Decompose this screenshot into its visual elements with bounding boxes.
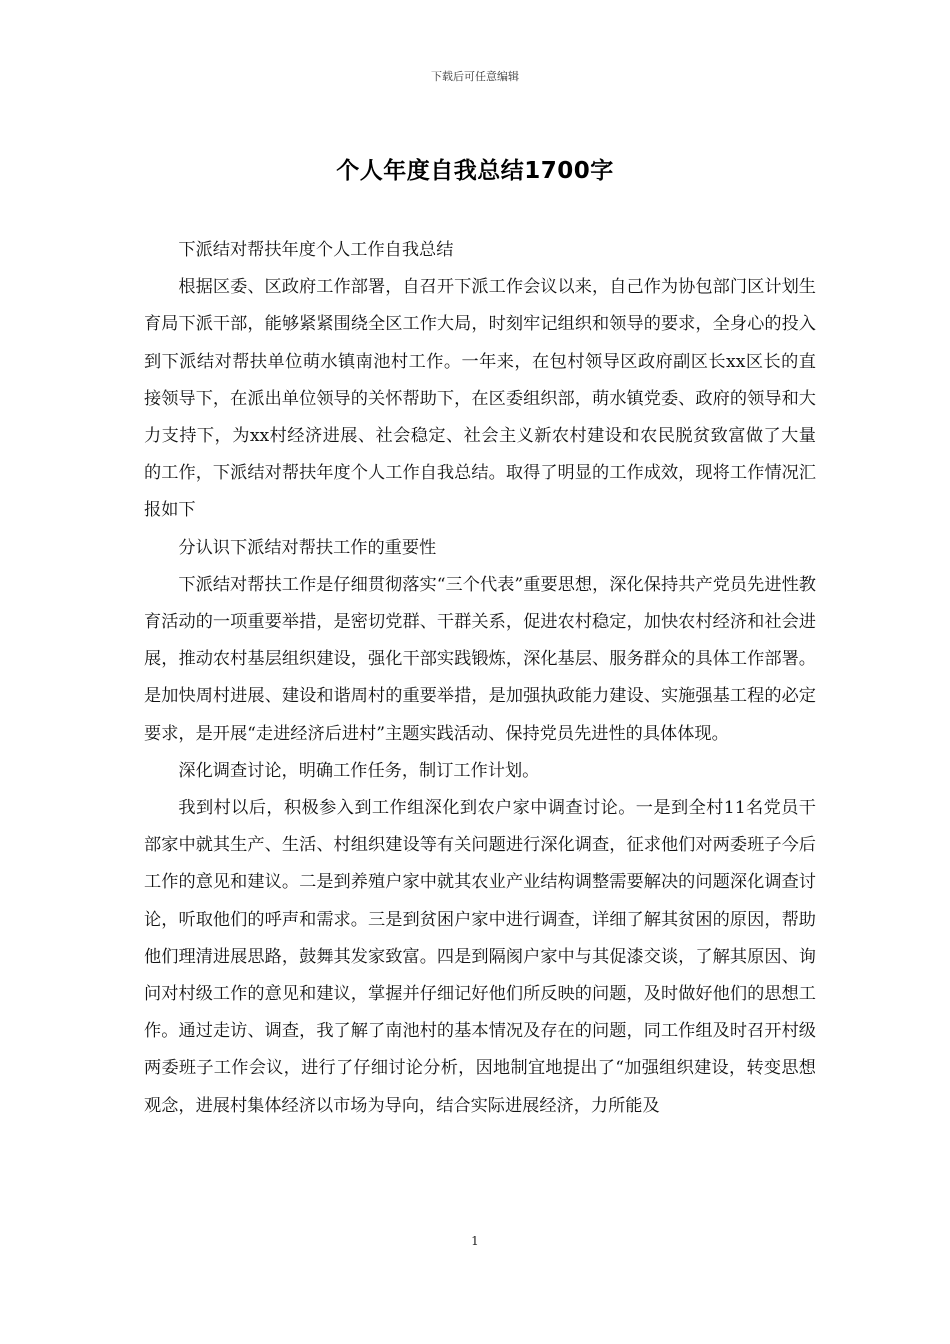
page-number: 1 (471, 1234, 479, 1248)
header-note: 下载后可任意编辑 (431, 70, 519, 83)
document-body (144, 232, 816, 1125)
paragraph: 根据区委、区政府工作部署，自召开下派工作会议以来，自己作为协包部门区计划生育局下派干部，能够紧紧围绕全区工作大局，时刻牢记组织和领导的要求，全身心的投入到下派结对帮扶单位萌水镇南池村工作。一年来，在包村领导区政府副区长xx区长的直接领导下，在派出单位领导的关怀帮助下，在区委组织部，萌水镇党委、政府的领导和大力支持下，为xx村经济进展、社会稳定、社会主义新农村建设和农民脱贫致富做了大量的工作，下派结对帮扶年度个人工作自我总结。取得了明显的工作成效，现将工作情况汇报如下 (144, 277, 816, 521)
paragraph-subtitle: 下派结对帮扶年度个人工作自我总结 (178, 240, 454, 260)
paragraph-heading: 分认识下派结对帮扶工作的重要性 (178, 537, 437, 558)
document-title: 个人年度自我总结1700字 (336, 158, 614, 184)
paragraph: 下派结对帮扶工作是仔细贯彻落实“三个代表”重要思想，深化保持共产党员先进性教育活动的一项重要举措，是密切党群、干群关系，促进农村稳定，加快农村经济和社会进展，推动农村基层组织建设，强化干部实践锻炼，深化基层、服务群众的具体工作部署。是加快周村进展、建设和谐周村的重要举措，是加强执政能力建设、实施强基工程的必定要求，是开展“走进经济后进村”主题实践活动、保持党员先进性的具体体现。 (144, 574, 816, 744)
paragraph: 我到村以后，积极参入到工作组深化到农户家中调查讨论。一是到全村11名党员干部家中就其生产、生活、村组织建设等有关问题进行深化调查，征求他们对两委班子今后工作的意见和建议。二是到养殖户家中就其农业产业结构调整需要解决的问题深化调查讨论，听取他们的呼声和需求。三是到贫困户家中进行调查，详细了解其贫困的原因，帮助他们理清进展思路，鼓舞其发家致富。四是到隔阂户家中与其促漆交谈，了解其原因、询问对村级工作的意见和建议，掌握并仔细记好他们所反映的问题，及时做好他们的思想工作。通过走访、调查，我了解了南池村的基本情况及存在的问题，同工作组及时召开村级两委班子工作会议，进行了仔细讨论分析，因地制宜地提出了“加强组织建设，转变思想观念，进展村集体经济以市场为导向，结合实际进展经济，力所能及 (144, 798, 816, 1116)
paragraph-heading: 深化调查讨论，明确工作任务，制订工作计划。 (178, 760, 540, 781)
